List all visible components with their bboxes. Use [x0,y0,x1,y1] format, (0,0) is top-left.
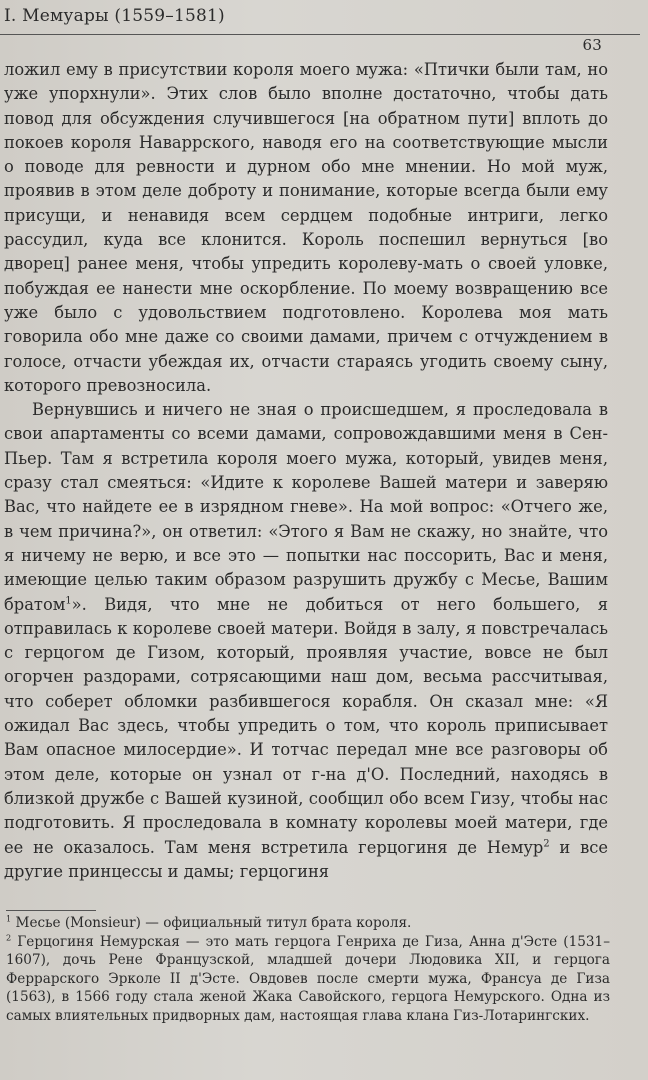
running-header [0,6,640,54]
paragraph-2-text: Вернувшись и ничего не зная о происшедшем, я проследовала в свои апартаменты со всеми дамами, сопровождавшими меня в Сен-Пьер. Там я встретила короля моего мужа, который, увидев меня, сразу стал смеяться: «Идите к королеве Вашей матери и заверяю Вас, что найдете ее в изрядном гневе». На мой вопрос: «Отчего же, в чем причина?», он ответил: «Этого я Вам не скажу, но знайте, что я ничему не верю, и все это — попытки нас поссорить, Вас и меня, имеющие целью таким образом разрушить дружбу с Месье, Вашим братом [4,400,608,614]
page-number: 63 [582,36,602,54]
paragraph-1: ложил ему в присутствии короля моего мужа: «Птички были там, но уже упорхнули». Этих слов было вполне достаточно, чтобы дать повод для обсуждения случившегося [на обратном пути] вплоть до покоев короля Наваррского, наводя его на соответствующие мысли о поводе для ревности и дурном обо мне мнении. Но мой муж, проявив в этом деле доброту и понимание, которые всегда были ему присущи, и ненавидя всем сердцем подобные интриги, легко рассудил, куда все клонится. Король поспешил вернуться [во дворец] ранее меня, чтобы упредить королеву-мать о своей уловке, побуждая ее нанести мне оскорбление. По моему возвращению все уже было с удовольствием подготовлено. Королева моя мать говорила обо мне даже со своими дамами, причем с отчуждением в голосе, отчасти убеждая их, отчасти стараясь угодить своему сыну, которого превозносила. [4,60,608,395]
footnote-ref-1: 1 [65,595,72,607]
paragraph-2-tail: ». Видя, что мне не добиться от него большего, я отправилась к королеве своей матери. Войдя в залу, я повстречалась с герцогом де Гизом, который, проявляя участие, вовсе не был огорчен раздорами, сотрясающими наш дом, весьма рассчитывая, что соберет обломки разбившегося корабля. Он сказал мне: «Я ожидал Вас здесь, чтобы упредить о том, что король приписывает Вам опасное милосердие». И тотчас передал мне все разговоры об этом деле, которые он узнал от г-на д'О. Последний, находясь в близкой дружбе с Вашей кузиной, сообщил обо всем Гизу, чтобы нас подготовить. Я проследовала в комнату королевы моей матери, где ее не оказалось. Там меня встретила герцогиня де Немур [4,594,608,857]
paragraph-2 [4,398,608,884]
footnote-1 [6,914,610,933]
footnotes [6,914,610,1026]
header-rule [0,34,640,35]
chapter-title: I. Мемуары (1559–1581) [4,6,225,26]
footnote-mark: 2 [6,932,12,943]
paragraph-2-tail2: и все другие принцессы и дамы; герцогиня [4,837,608,881]
footnote-rule [6,910,96,911]
footnote-text: Герцогиня Немурская — это мать герцога Генриха де Гиза, Анна д'Эсте (1531–1607), дочь Рене Французской, младшей дочери Людовика XII, и герцога Феррарского Эрколе II д'Эсте. Овдовев после смерти мужа, Франсуа де Гиза (1563), в 1566 году стала женой Жака Савойского, герцога Немурского. Одна из самых влиятельных придворных дам, настоящая глава клана Гиз-Лотарингских. [6,933,611,1024]
footnote-text: Месье (Monsieur) — официальный титул брата короля. [15,915,412,931]
footnote-ref-2: 2 [543,838,550,850]
main-text [4,58,608,884]
footnote-mark: 1 [6,913,12,924]
footnote-2 [6,933,610,1026]
